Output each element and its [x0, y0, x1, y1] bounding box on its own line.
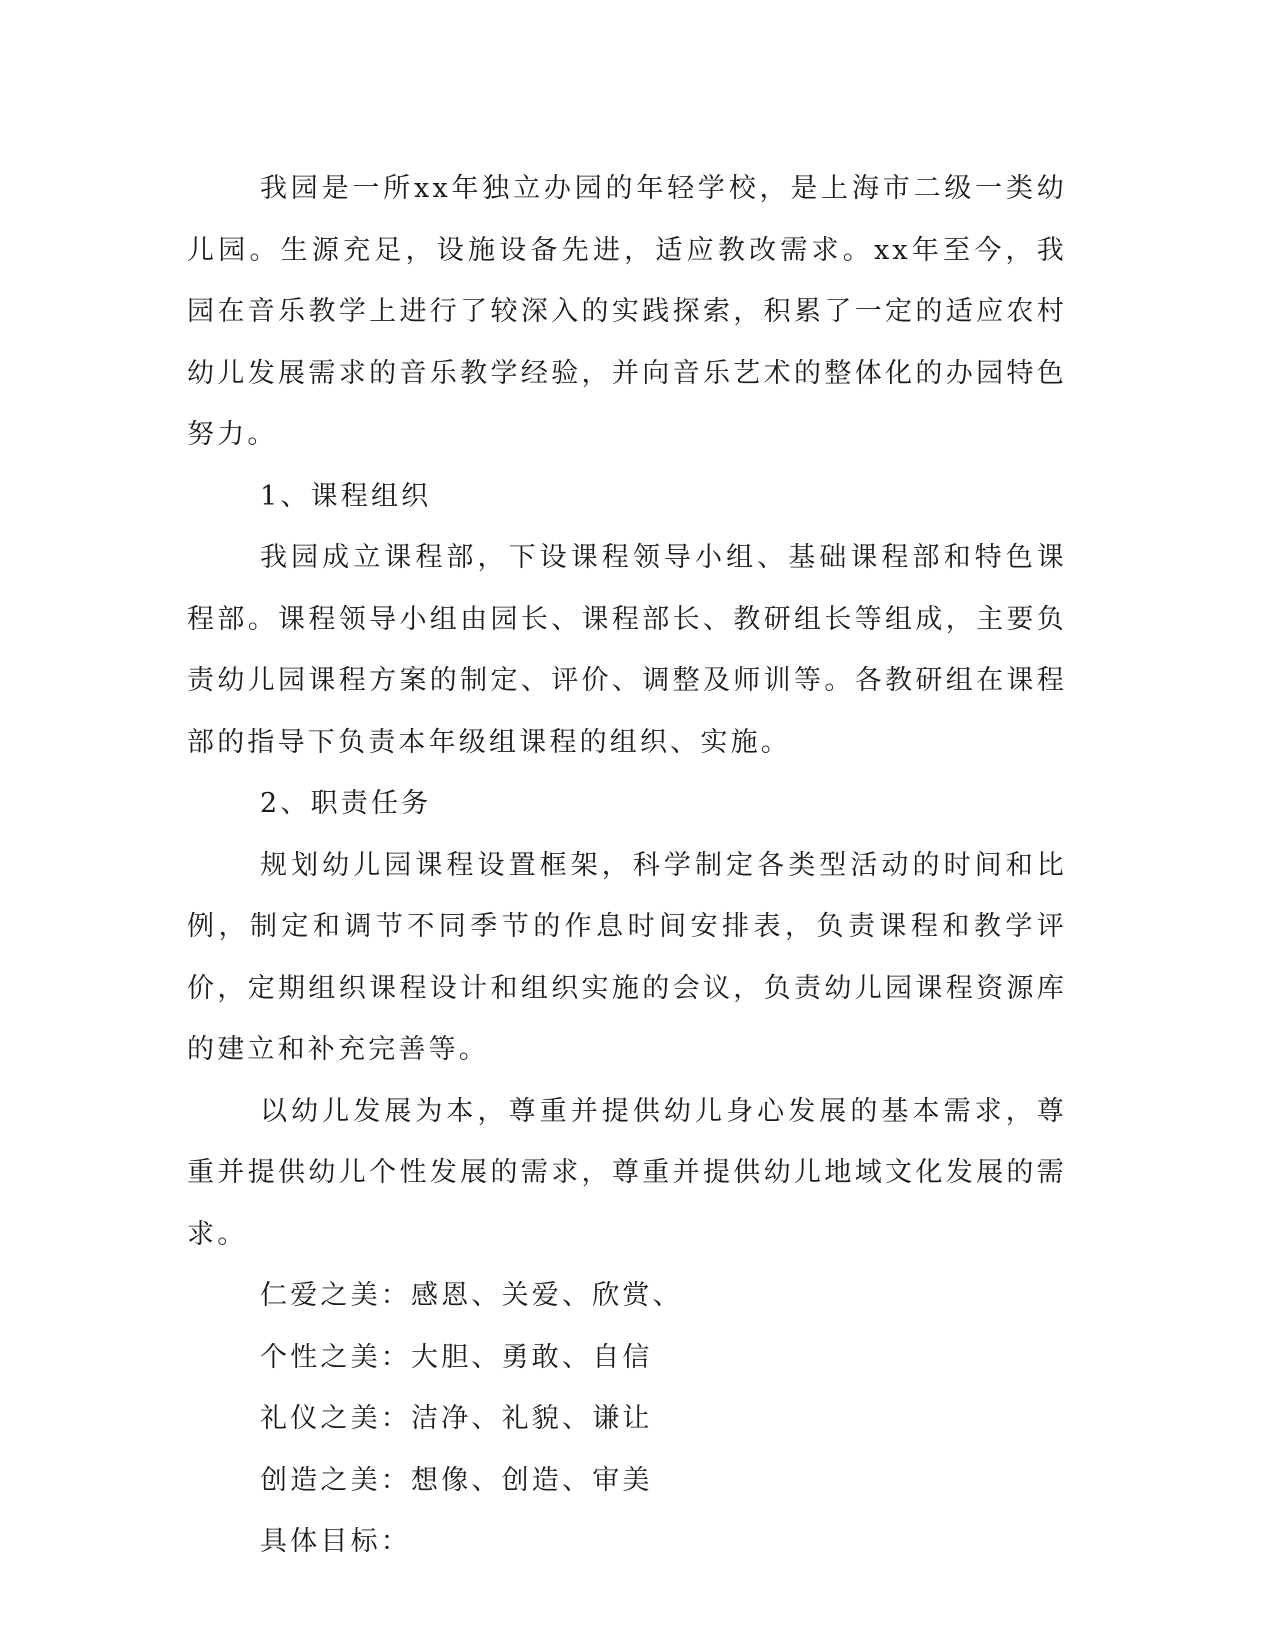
intro-paragraph: 我园是一所xx年独立办园的年轻学校，是上海市二级一类幼儿园。生源充足，设施设备先进，适应教改需求。xx年至今，我园在音乐教学上进行了较深入的实践探索，积累了一定的适应农村幼儿发展需求的音乐教学经验，并向音乐艺术的整体化的办园特色努力。: [187, 173, 1067, 450]
document-body: [187, 158, 1067, 1573]
beauty-item-benevolence: 仁爱之美：感恩、关爱、欣赏、: [260, 1280, 683, 1311]
development-principle-paragraph: 以幼儿发展为本，尊重并提供幼儿身心发展的基本需求，尊重并提供幼儿个性发展的需求，尊重并提供幼儿地域文化发展的需求。: [187, 1095, 1067, 1250]
beauty-item-creativity: 创造之美：想像、创造、审美: [260, 1464, 653, 1496]
section-heading-curriculum-organization: 1、课程组织: [260, 480, 432, 512]
duties-paragraph: 规划幼儿园课程设置框架，科学制定各类型活动的时间和比例，制定和调节不同季节的作息时间安排表，负责课程和教学评价，定期组织课程设计和组织实施的会议，负责幼儿园课程资源库的建立和补充完善等。: [187, 849, 1067, 1065]
beauty-item-personality: 个性之美：大胆、勇敢、自信: [260, 1341, 653, 1373]
beauty-item-etiquette: 礼仪之美：洁净、礼貌、谦让: [260, 1403, 653, 1434]
curriculum-organization-paragraph: 我园成立课程部，下设课程领导小组、基础课程部和特色课程部。课程领导小组由园长、课程部长、教研组长等组成，主要负责幼儿园课程方案的制定、评价、调整及师训等。各教研组在课程部的指导下负责本年级组课程的组织、实施。: [187, 542, 1067, 758]
section-heading-duties: 2、职责任务: [260, 788, 432, 819]
specific-goals-label: 具体目标：: [260, 1526, 411, 1557]
